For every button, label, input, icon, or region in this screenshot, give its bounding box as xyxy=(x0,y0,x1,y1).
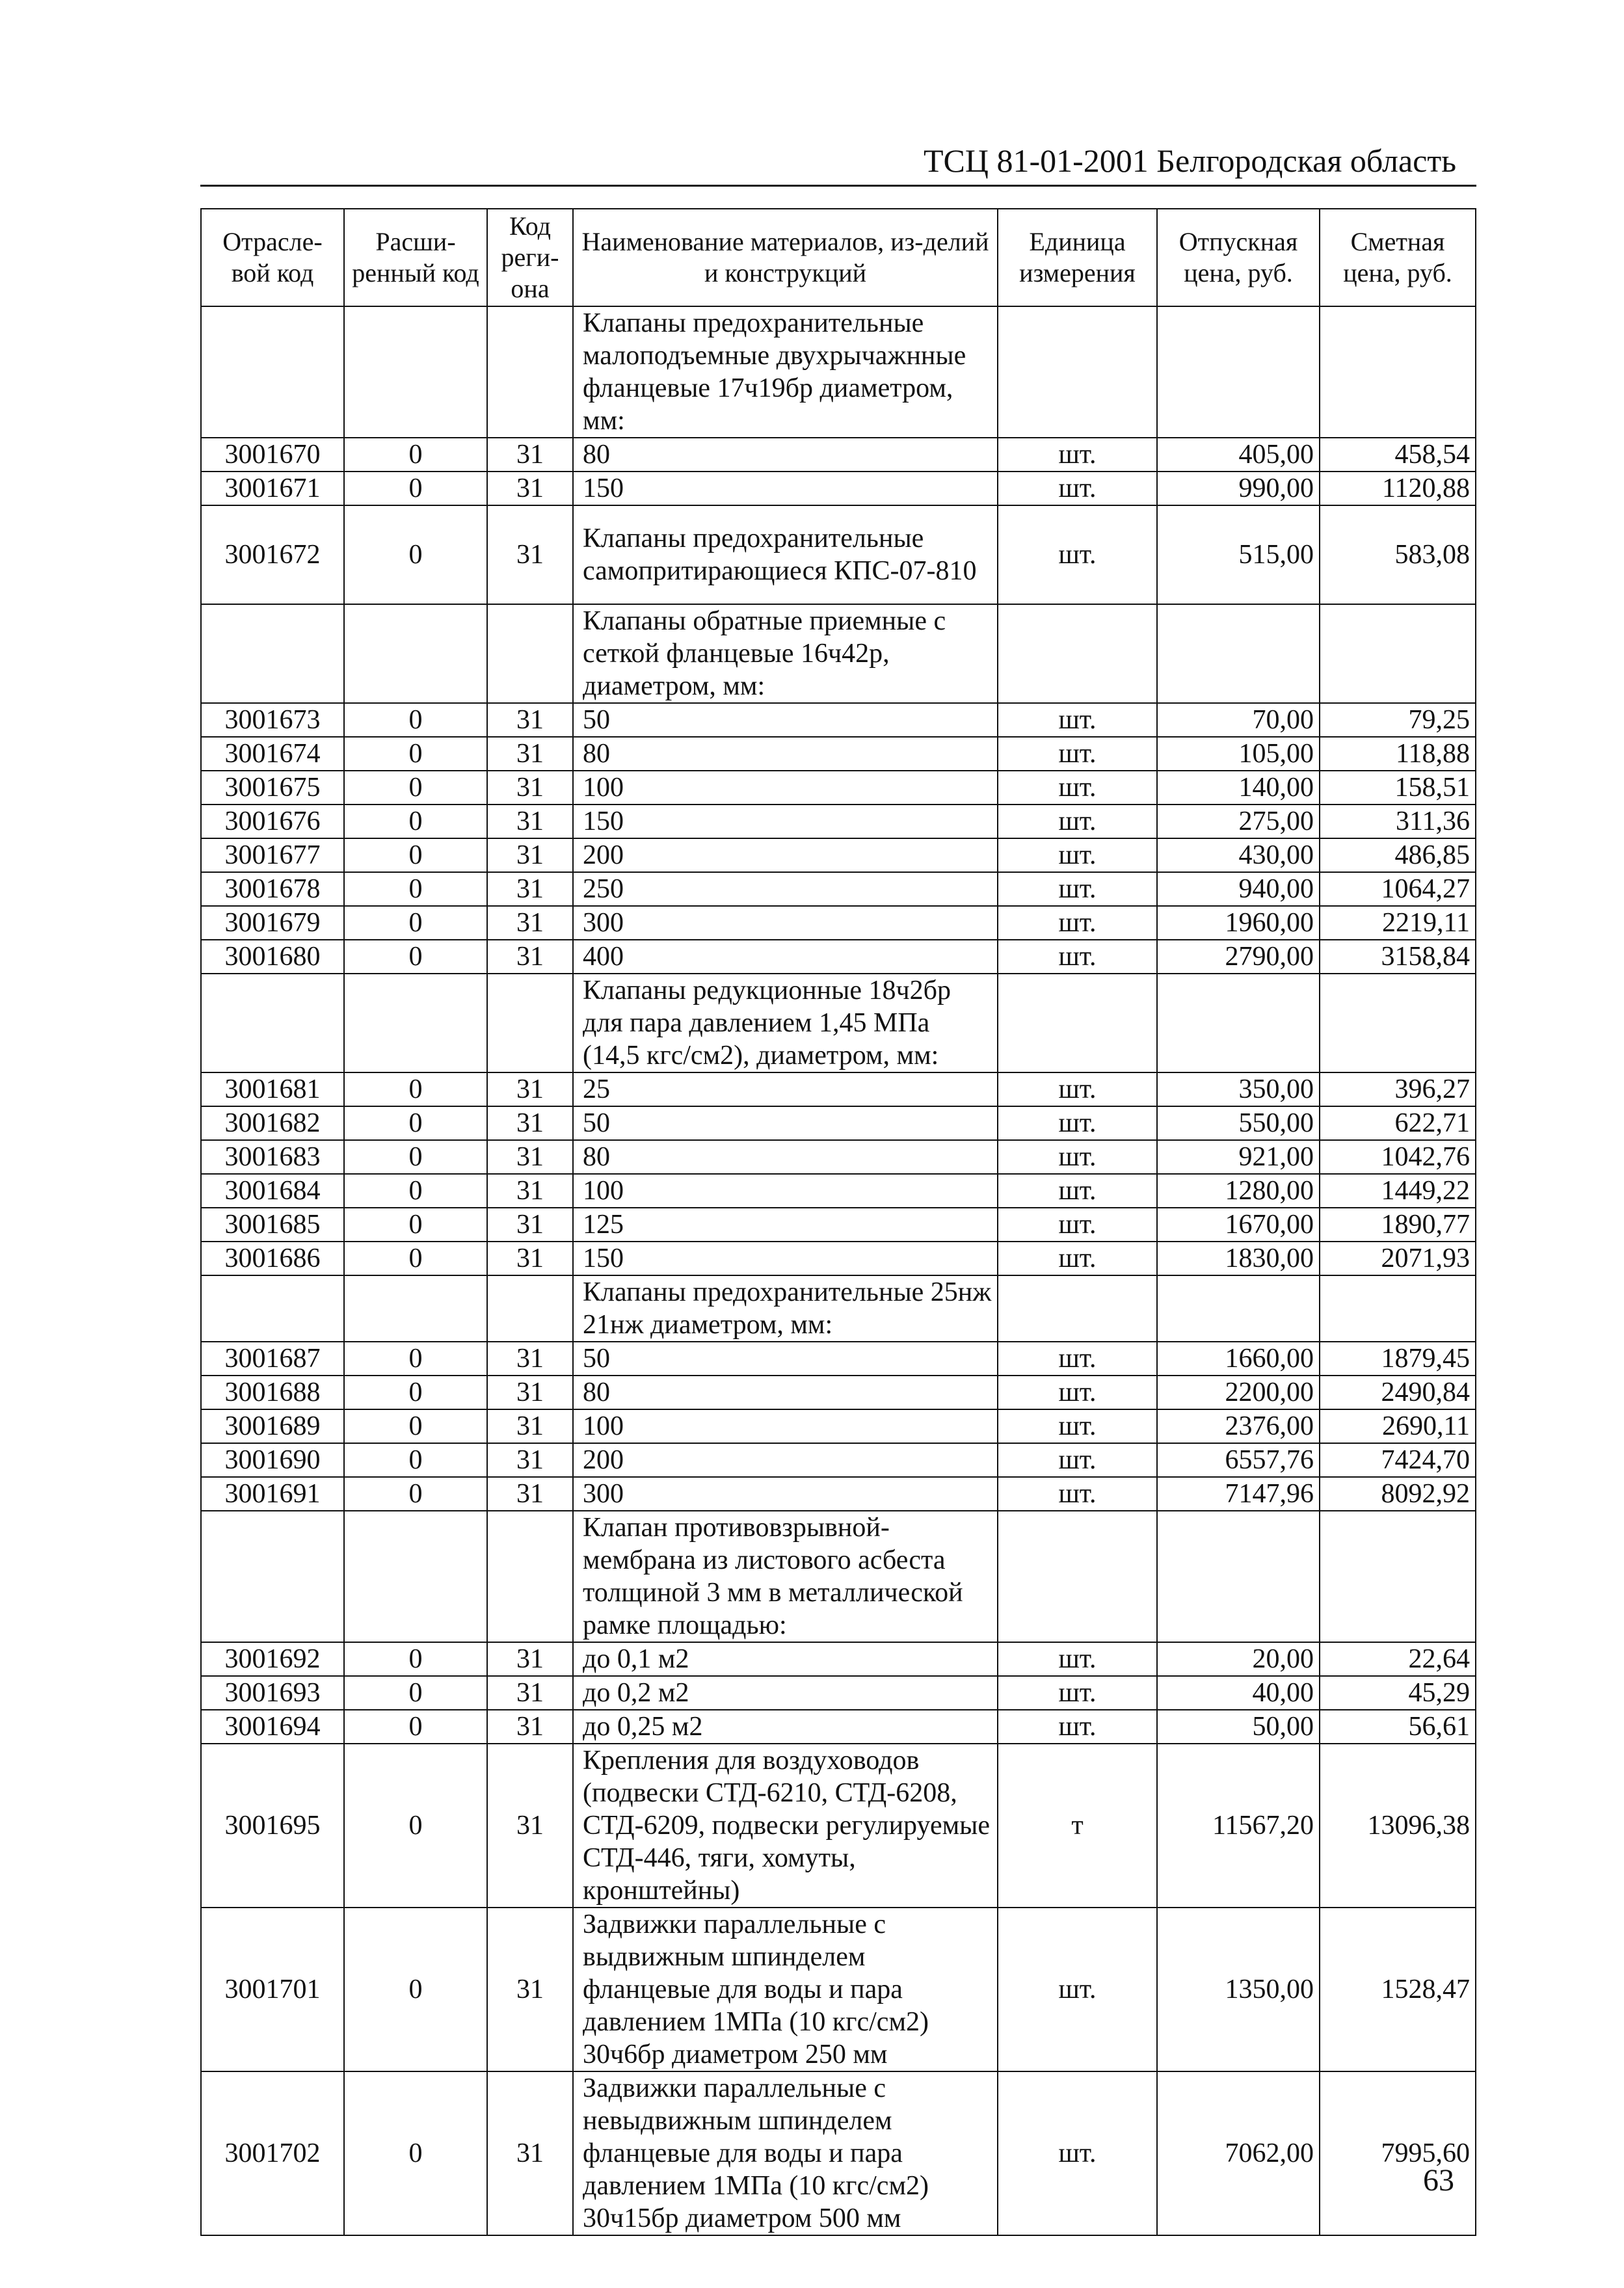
cell-region-code xyxy=(487,1511,573,1642)
cell-estimate-price: 1890,77 xyxy=(1320,1208,1476,1242)
cell-region-code: 31 xyxy=(487,472,573,505)
cell-unit: шт. xyxy=(998,737,1157,771)
cell-estimate-price: 56,61 xyxy=(1320,1710,1476,1744)
cell-unit: шт. xyxy=(998,872,1157,906)
cell-extended-code: 0 xyxy=(344,771,487,805)
col-header-release-price: Отпускная цена, руб. xyxy=(1157,209,1320,306)
cell-region-code: 31 xyxy=(487,940,573,974)
cell-release-price: 1830,00 xyxy=(1157,1242,1320,1275)
cell-estimate-price: 2219,11 xyxy=(1320,906,1476,940)
cell-release-price xyxy=(1157,306,1320,438)
cell-unit: шт. xyxy=(998,805,1157,838)
table-row xyxy=(201,1642,1476,1676)
cell-region-code: 31 xyxy=(487,771,573,805)
cell-industry-code: 3001685 xyxy=(201,1208,344,1242)
cell-release-price: 1670,00 xyxy=(1157,1208,1320,1242)
cell-name: 25 xyxy=(573,1072,998,1106)
cell-name: 50 xyxy=(573,1106,998,1140)
cell-extended-code: 0 xyxy=(344,1376,487,1409)
group-row xyxy=(201,1511,1476,1642)
cell-extended-code: 0 xyxy=(344,1477,487,1511)
cell-estimate-price: 2071,93 xyxy=(1320,1242,1476,1275)
cell-region-code: 31 xyxy=(487,805,573,838)
cell-industry-code: 3001702 xyxy=(201,2071,344,2235)
cell-region-code: 31 xyxy=(487,703,573,737)
cell-unit: шт. xyxy=(998,1174,1157,1208)
cell-extended-code: 0 xyxy=(344,438,487,472)
cell-name: Клапаны редукционные 18ч2бр для пара давлением 1,45 МПа (14,5 кгс/см2), диаметром, мм: xyxy=(573,974,998,1072)
cell-estimate-price: 1528,47 xyxy=(1320,1908,1476,2071)
cell-estimate-price: 7424,70 xyxy=(1320,1443,1476,1477)
cell-region-code: 31 xyxy=(487,1744,573,1908)
cell-industry-code: 3001688 xyxy=(201,1376,344,1409)
cell-region-code: 31 xyxy=(487,906,573,940)
table-header-row xyxy=(201,209,1476,306)
cell-name: 50 xyxy=(573,703,998,737)
cell-name: до 0,25 м2 xyxy=(573,1710,998,1744)
table-row xyxy=(201,805,1476,838)
cell-extended-code: 0 xyxy=(344,1242,487,1275)
cell-estimate-price: 1064,27 xyxy=(1320,872,1476,906)
table-row xyxy=(201,771,1476,805)
table-row xyxy=(201,703,1476,737)
cell-release-price xyxy=(1157,604,1320,703)
cell-region-code: 31 xyxy=(487,872,573,906)
cell-extended-code: 0 xyxy=(344,1443,487,1477)
cell-unit: шт. xyxy=(998,438,1157,472)
table-row xyxy=(201,1443,1476,1477)
cell-region-code: 31 xyxy=(487,505,573,604)
cell-region-code: 31 xyxy=(487,1342,573,1376)
cell-unit: шт. xyxy=(998,703,1157,737)
group-row xyxy=(201,604,1476,703)
cell-estimate-price: 396,27 xyxy=(1320,1072,1476,1106)
cell-release-price: 1660,00 xyxy=(1157,1342,1320,1376)
cell-unit xyxy=(998,1275,1157,1342)
cell-name: 80 xyxy=(573,737,998,771)
cell-industry-code: 3001679 xyxy=(201,906,344,940)
cell-extended-code xyxy=(344,306,487,438)
cell-extended-code: 0 xyxy=(344,940,487,974)
cell-estimate-price: 622,71 xyxy=(1320,1106,1476,1140)
cell-region-code: 31 xyxy=(487,2071,573,2235)
cell-extended-code: 0 xyxy=(344,472,487,505)
cell-release-price: 140,00 xyxy=(1157,771,1320,805)
table-row xyxy=(201,2071,1476,2235)
cell-name: 100 xyxy=(573,771,998,805)
cell-release-price: 1280,00 xyxy=(1157,1174,1320,1208)
cell-industry-code xyxy=(201,306,344,438)
cell-unit: шт. xyxy=(998,940,1157,974)
cell-release-price: 515,00 xyxy=(1157,505,1320,604)
cell-industry-code: 3001674 xyxy=(201,737,344,771)
cell-unit: шт. xyxy=(998,1106,1157,1140)
cell-release-price: 2790,00 xyxy=(1157,940,1320,974)
cell-industry-code: 3001680 xyxy=(201,940,344,974)
cell-unit: шт. xyxy=(998,906,1157,940)
cell-industry-code: 3001681 xyxy=(201,1072,344,1106)
cell-estimate-price: 1879,45 xyxy=(1320,1342,1476,1376)
cell-industry-code: 3001675 xyxy=(201,771,344,805)
cell-name: Клапаны предохранительные самопритирающиеся КПС-07-810 xyxy=(573,505,998,604)
cell-region-code: 31 xyxy=(487,1242,573,1275)
cell-industry-code: 3001692 xyxy=(201,1642,344,1676)
cell-extended-code: 0 xyxy=(344,906,487,940)
cell-estimate-price: 1120,88 xyxy=(1320,472,1476,505)
group-row xyxy=(201,974,1476,1072)
table-row xyxy=(201,1710,1476,1744)
cell-region-code: 31 xyxy=(487,1710,573,1744)
cell-release-price: 70,00 xyxy=(1157,703,1320,737)
cell-unit: шт. xyxy=(998,1242,1157,1275)
cell-region-code xyxy=(487,974,573,1072)
cell-industry-code: 3001687 xyxy=(201,1342,344,1376)
cell-release-price xyxy=(1157,1511,1320,1642)
cell-unit: шт. xyxy=(998,1676,1157,1710)
cell-unit: шт. xyxy=(998,1477,1157,1511)
cell-estimate-price: 7995,60 xyxy=(1320,2071,1476,2235)
cell-industry-code: 3001689 xyxy=(201,1409,344,1443)
cell-release-price: 1350,00 xyxy=(1157,1908,1320,2071)
table-row xyxy=(201,1744,1476,1908)
cell-name: 300 xyxy=(573,1477,998,1511)
table-row xyxy=(201,1908,1476,2071)
cell-release-price: 1960,00 xyxy=(1157,906,1320,940)
cell-industry-code: 3001672 xyxy=(201,505,344,604)
cell-name: до 0,1 м2 xyxy=(573,1642,998,1676)
cell-release-price: 20,00 xyxy=(1157,1642,1320,1676)
cell-name: Задвижки параллельные с выдвижным шпинделем фланцевые для воды и пара давлением 1МПа (10 кгс/см2) 30ч6бр диаметром 250 мм xyxy=(573,1908,998,2071)
cell-release-price: 2376,00 xyxy=(1157,1409,1320,1443)
cell-region-code: 31 xyxy=(487,838,573,872)
cell-industry-code xyxy=(201,1511,344,1642)
cell-estimate-price xyxy=(1320,604,1476,703)
cell-release-price: 275,00 xyxy=(1157,805,1320,838)
cell-release-price: 40,00 xyxy=(1157,1676,1320,1710)
table-row xyxy=(201,1409,1476,1443)
table-row xyxy=(201,1376,1476,1409)
cell-region-code: 31 xyxy=(487,1477,573,1511)
cell-estimate-price: 2690,11 xyxy=(1320,1409,1476,1443)
cell-unit xyxy=(998,604,1157,703)
cell-industry-code xyxy=(201,974,344,1072)
cell-region-code: 31 xyxy=(487,1072,573,1106)
col-header-industry-code: Отрасле-вой код xyxy=(201,209,344,306)
cell-industry-code: 3001677 xyxy=(201,838,344,872)
cell-industry-code: 3001693 xyxy=(201,1676,344,1710)
cell-estimate-price: 1042,76 xyxy=(1320,1140,1476,1174)
cell-estimate-price xyxy=(1320,1511,1476,1642)
cell-estimate-price: 158,51 xyxy=(1320,771,1476,805)
cell-unit: шт. xyxy=(998,2071,1157,2235)
cell-name: Крепления для воздуховодов (подвески СТД-6210, СТД-6208, СТД-6209, подвески регулируемые СТД-446, тяги, хомуты, кронштейны) xyxy=(573,1744,998,1908)
cell-region-code: 31 xyxy=(487,1908,573,2071)
cell-extended-code: 0 xyxy=(344,1174,487,1208)
cell-extended-code: 0 xyxy=(344,1208,487,1242)
cell-industry-code: 3001695 xyxy=(201,1744,344,1908)
cell-industry-code: 3001691 xyxy=(201,1477,344,1511)
cell-extended-code: 0 xyxy=(344,1744,487,1908)
cell-region-code: 31 xyxy=(487,1676,573,1710)
table-row xyxy=(201,940,1476,974)
cell-region-code: 31 xyxy=(487,438,573,472)
cell-region-code: 31 xyxy=(487,1106,573,1140)
cell-release-price xyxy=(1157,974,1320,1072)
cell-region-code: 31 xyxy=(487,1376,573,1409)
cell-unit: шт. xyxy=(998,1908,1157,2071)
page-number: 63 xyxy=(1423,2163,1454,2198)
cell-name: 80 xyxy=(573,438,998,472)
cell-name: Клапаны предохранительные 25нж 21нж диаметром, мм: xyxy=(573,1275,998,1342)
cell-release-price xyxy=(1157,1275,1320,1342)
cell-name: Клапаны обратные приемные с сеткой фланцевые 16ч42р, диаметром, мм: xyxy=(573,604,998,703)
cell-unit: шт. xyxy=(998,1072,1157,1106)
cell-estimate-price: 583,08 xyxy=(1320,505,1476,604)
cell-name: 150 xyxy=(573,805,998,838)
cell-name: 150 xyxy=(573,472,998,505)
cell-extended-code xyxy=(344,974,487,1072)
cell-region-code xyxy=(487,1275,573,1342)
cell-industry-code: 3001694 xyxy=(201,1710,344,1744)
table-row xyxy=(201,472,1476,505)
cell-industry-code: 3001671 xyxy=(201,472,344,505)
cell-region-code: 31 xyxy=(487,737,573,771)
table-row xyxy=(201,1242,1476,1275)
cell-name: до 0,2 м2 xyxy=(573,1676,998,1710)
cell-release-price: 50,00 xyxy=(1157,1710,1320,1744)
cell-estimate-price: 3158,84 xyxy=(1320,940,1476,974)
cell-extended-code: 0 xyxy=(344,1409,487,1443)
cell-unit xyxy=(998,306,1157,438)
cell-extended-code: 0 xyxy=(344,2071,487,2235)
cell-unit xyxy=(998,974,1157,1072)
cell-name: 80 xyxy=(573,1140,998,1174)
cell-estimate-price: 311,36 xyxy=(1320,805,1476,838)
cell-unit: шт. xyxy=(998,472,1157,505)
cell-estimate-price xyxy=(1320,1275,1476,1342)
cell-region-code: 31 xyxy=(487,1174,573,1208)
cell-industry-code: 3001676 xyxy=(201,805,344,838)
cell-release-price: 105,00 xyxy=(1157,737,1320,771)
cell-extended-code: 0 xyxy=(344,838,487,872)
cell-release-price: 550,00 xyxy=(1157,1106,1320,1140)
cell-extended-code: 0 xyxy=(344,703,487,737)
cell-industry-code xyxy=(201,1275,344,1342)
cell-industry-code: 3001670 xyxy=(201,438,344,472)
cell-name: 125 xyxy=(573,1208,998,1242)
table-row xyxy=(201,1106,1476,1140)
cell-industry-code: 3001683 xyxy=(201,1140,344,1174)
cell-release-price: 11567,20 xyxy=(1157,1744,1320,1908)
cell-industry-code: 3001686 xyxy=(201,1242,344,1275)
cell-estimate-price: 79,25 xyxy=(1320,703,1476,737)
cell-estimate-price xyxy=(1320,306,1476,438)
table-row xyxy=(201,1140,1476,1174)
cell-industry-code xyxy=(201,604,344,703)
cell-estimate-price: 458,54 xyxy=(1320,438,1476,472)
cell-name: 100 xyxy=(573,1174,998,1208)
cell-industry-code: 3001684 xyxy=(201,1174,344,1208)
table-row xyxy=(201,505,1476,604)
cell-extended-code: 0 xyxy=(344,505,487,604)
cell-release-price: 430,00 xyxy=(1157,838,1320,872)
cell-extended-code xyxy=(344,1511,487,1642)
cell-release-price: 921,00 xyxy=(1157,1140,1320,1174)
cell-name: 400 xyxy=(573,940,998,974)
table-row xyxy=(201,438,1476,472)
cell-extended-code: 0 xyxy=(344,1072,487,1106)
cell-extended-code: 0 xyxy=(344,1642,487,1676)
cell-industry-code: 3001682 xyxy=(201,1106,344,1140)
cell-industry-code: 3001678 xyxy=(201,872,344,906)
cell-unit: шт. xyxy=(998,771,1157,805)
cell-unit: шт. xyxy=(998,1443,1157,1477)
col-header-region-code: Код реги-она xyxy=(487,209,573,306)
cell-region-code xyxy=(487,604,573,703)
col-header-extended-code: Расши-ренный код xyxy=(344,209,487,306)
group-row xyxy=(201,306,1476,438)
cell-name: 200 xyxy=(573,838,998,872)
cell-release-price: 7062,00 xyxy=(1157,2071,1320,2235)
price-table xyxy=(200,208,1476,2236)
cell-estimate-price xyxy=(1320,974,1476,1072)
cell-industry-code: 3001701 xyxy=(201,1908,344,2071)
cell-unit: шт. xyxy=(998,1409,1157,1443)
cell-unit: шт. xyxy=(998,838,1157,872)
cell-name: Клапаны предохранительные малоподъемные двухрычажнные фланцевые 17ч19бр диаметром, мм: xyxy=(573,306,998,438)
cell-industry-code: 3001673 xyxy=(201,703,344,737)
cell-extended-code: 0 xyxy=(344,1710,487,1744)
cell-estimate-price: 486,85 xyxy=(1320,838,1476,872)
table-row xyxy=(201,1072,1476,1106)
table-row xyxy=(201,872,1476,906)
cell-unit: шт. xyxy=(998,1342,1157,1376)
cell-name: 250 xyxy=(573,872,998,906)
table-row xyxy=(201,906,1476,940)
cell-extended-code: 0 xyxy=(344,1676,487,1710)
col-header-name: Наименование материалов, из-делий и конструкций xyxy=(573,209,998,306)
cell-extended-code xyxy=(344,604,487,703)
cell-unit: шт. xyxy=(998,505,1157,604)
cell-extended-code: 0 xyxy=(344,1140,487,1174)
cell-name: 80 xyxy=(573,1376,998,1409)
cell-extended-code: 0 xyxy=(344,1342,487,1376)
table-row xyxy=(201,1477,1476,1511)
cell-release-price: 940,00 xyxy=(1157,872,1320,906)
cell-name: 150 xyxy=(573,1242,998,1275)
table-row xyxy=(201,838,1476,872)
group-row xyxy=(201,1275,1476,1342)
cell-name: 50 xyxy=(573,1342,998,1376)
cell-name: 300 xyxy=(573,906,998,940)
cell-estimate-price: 22,64 xyxy=(1320,1642,1476,1676)
cell-name: Клапан противовзрывной-мембрана из листового асбеста толщиной 3 мм в металлической рамке площадью: xyxy=(573,1511,998,1642)
cell-release-price: 7147,96 xyxy=(1157,1477,1320,1511)
cell-unit: шт. xyxy=(998,1208,1157,1242)
table-row xyxy=(201,1208,1476,1242)
cell-estimate-price: 118,88 xyxy=(1320,737,1476,771)
cell-estimate-price: 8092,92 xyxy=(1320,1477,1476,1511)
table-row xyxy=(201,737,1476,771)
cell-release-price: 990,00 xyxy=(1157,472,1320,505)
cell-unit: шт. xyxy=(998,1710,1157,1744)
page-header: ТСЦ 81-01-2001 Белгородская область xyxy=(924,142,1457,179)
cell-release-price: 6557,76 xyxy=(1157,1443,1320,1477)
cell-extended-code: 0 xyxy=(344,872,487,906)
cell-extended-code: 0 xyxy=(344,737,487,771)
cell-unit: шт. xyxy=(998,1642,1157,1676)
cell-region-code xyxy=(487,306,573,438)
cell-estimate-price: 13096,38 xyxy=(1320,1744,1476,1908)
cell-release-price: 405,00 xyxy=(1157,438,1320,472)
cell-unit xyxy=(998,1511,1157,1642)
cell-extended-code: 0 xyxy=(344,1908,487,2071)
table-row xyxy=(201,1676,1476,1710)
cell-extended-code: 0 xyxy=(344,1106,487,1140)
cell-estimate-price: 45,29 xyxy=(1320,1676,1476,1710)
table-row xyxy=(201,1174,1476,1208)
col-header-estimate-price: Сметная цена, руб. xyxy=(1320,209,1476,306)
cell-region-code: 31 xyxy=(487,1140,573,1174)
cell-region-code: 31 xyxy=(487,1208,573,1242)
cell-release-price: 2200,00 xyxy=(1157,1376,1320,1409)
cell-unit: т xyxy=(998,1744,1157,1908)
cell-name: 100 xyxy=(573,1409,998,1443)
cell-industry-code: 3001690 xyxy=(201,1443,344,1477)
cell-estimate-price: 1449,22 xyxy=(1320,1174,1476,1208)
table-row xyxy=(201,1342,1476,1376)
col-header-unit: Единица измерения xyxy=(998,209,1157,306)
cell-estimate-price: 2490,84 xyxy=(1320,1376,1476,1409)
cell-unit: шт. xyxy=(998,1140,1157,1174)
cell-unit: шт. xyxy=(998,1376,1157,1409)
cell-name: Задвижки параллельные с невыдвижным шпинделем фланцевые для воды и пара давлением 1МПа (10 кгс/см2) 30ч15бр диаметром 500 мм xyxy=(573,2071,998,2235)
cell-extended-code: 0 xyxy=(344,805,487,838)
header-rule xyxy=(200,185,1476,187)
cell-region-code: 31 xyxy=(487,1443,573,1477)
cell-extended-code xyxy=(344,1275,487,1342)
cell-name: 200 xyxy=(573,1443,998,1477)
cell-region-code: 31 xyxy=(487,1642,573,1676)
cell-region-code: 31 xyxy=(487,1409,573,1443)
cell-release-price: 350,00 xyxy=(1157,1072,1320,1106)
